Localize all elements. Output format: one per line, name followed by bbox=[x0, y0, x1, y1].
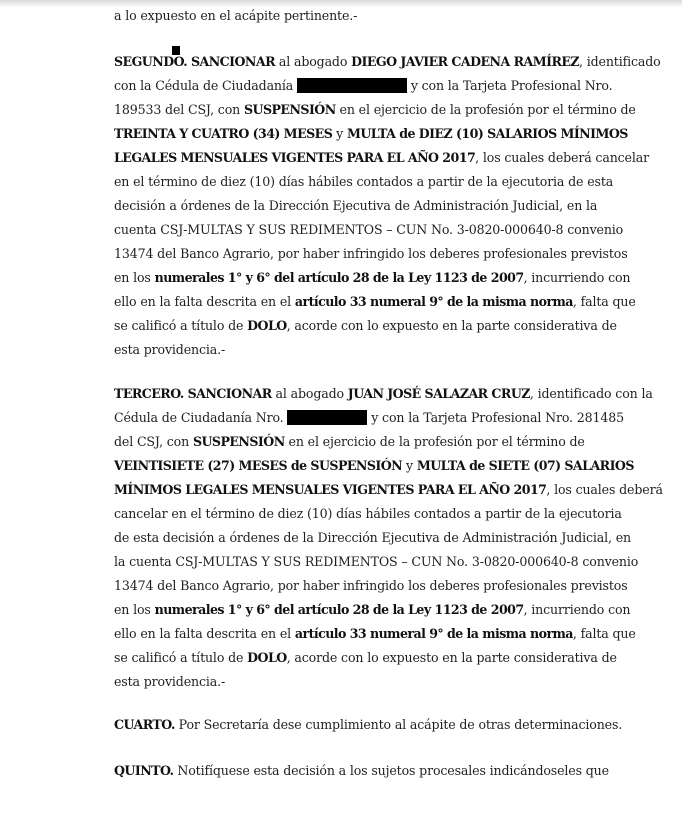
paragraph-line bbox=[114, 266, 631, 290]
text-run: , falta que bbox=[572, 626, 636, 641]
paragraph-line bbox=[114, 194, 598, 218]
bold-run: artículo 33 numeral 9° de la misma norma bbox=[294, 294, 573, 309]
paragraph-quinto bbox=[114, 759, 609, 783]
lawyer-name: JUAN JOSÉ SALAZAR CRUZ bbox=[347, 386, 530, 401]
text-run: , acorde con lo expuesto en la parte considerativa de bbox=[286, 650, 617, 665]
text-run: cancelar en el término de diez (10) días hábiles contados a partir de la ejecutoria bbox=[114, 506, 622, 521]
paragraph-line bbox=[114, 574, 628, 598]
bold-run: DOLO bbox=[247, 650, 287, 665]
text-run: Por Secretaría dese cumplimiento al acápite de otras determinaciones. bbox=[174, 717, 623, 732]
text-run: cuenta CSJ-MULTAS Y SUS REDIMENTOS – CUN No. 3-0820-000640-8 convenio bbox=[114, 222, 624, 237]
text-run: la cuenta CSJ-MULTAS Y SUS REDIMENTOS – CUN No. 3-0820-000640-8 convenio bbox=[114, 554, 639, 569]
text-run: Cédula de Ciudadanía Nro. bbox=[114, 410, 288, 425]
paragraph-line bbox=[114, 146, 649, 170]
bold-run: artículo 33 numeral 9° de la misma norma bbox=[294, 626, 573, 641]
text-run: en el ejercicio de la profesión por el término de bbox=[335, 102, 636, 117]
redacted-id-number bbox=[287, 410, 367, 425]
paragraph-line bbox=[114, 526, 631, 550]
page-top-shadow bbox=[0, 0, 682, 8]
text-run: con la Cédula de Ciudadanía bbox=[114, 78, 297, 93]
text-run: de esta decisión a órdenes de la Dirección Ejecutiva de Administración Judicial, en bbox=[114, 530, 631, 545]
text-run: Notifíquese esta decisión a los sujetos procesales indicándoseles que bbox=[173, 763, 609, 778]
paragraph-line bbox=[114, 290, 636, 314]
sancionar-label: SANCIONAR bbox=[187, 386, 272, 401]
sancionar-label: SANCIONAR bbox=[190, 54, 276, 69]
paragraph-cuarto bbox=[114, 713, 623, 737]
text-run: y con la Tarjeta Profesional Nro. 281485 bbox=[367, 410, 624, 425]
text-run: , incurriendo con bbox=[523, 270, 631, 285]
paragraph-line bbox=[114, 454, 634, 478]
text-run: y bbox=[402, 458, 417, 473]
bold-run: MÍNIMOS LEGALES MENSUALES VIGENTES PARA EL AÑO 2017 bbox=[114, 482, 547, 497]
text-run: en los bbox=[114, 602, 155, 617]
text-run: ello en la falta descrita en el bbox=[114, 294, 295, 309]
bold-run: VEINTISIETE (27) MESES de SUSPENSIÓN bbox=[114, 458, 403, 473]
paragraph-line bbox=[114, 478, 663, 502]
paragraph-line bbox=[114, 218, 624, 242]
intro-tail-text: a lo expuesto en el acápite pertinente.- bbox=[114, 8, 358, 23]
bold-run: numerales 1° y 6° del artículo 28 de la Ley 1123 de 2007 bbox=[154, 602, 524, 617]
text-run: , identificado bbox=[579, 54, 661, 69]
segundo-heading: SEGUNDO. bbox=[114, 54, 188, 69]
text-run: esta providencia.- bbox=[114, 342, 226, 357]
text-run: al abogado bbox=[275, 54, 352, 69]
text-run: 189533 del CSJ, con bbox=[114, 102, 244, 117]
paragraph-line bbox=[114, 430, 584, 454]
paragraph-line bbox=[114, 598, 631, 622]
lawyer-name: DIEGO JAVIER CADENA RAMÍREZ bbox=[351, 54, 580, 69]
bold-run: SUSPENSIÓN bbox=[192, 434, 285, 449]
paragraph-line bbox=[114, 314, 617, 338]
bold-run: DOLO bbox=[247, 318, 287, 333]
redacted-id-number bbox=[297, 78, 407, 93]
text-run: se calificó a título de bbox=[114, 650, 248, 665]
text-run: , identificado con la bbox=[529, 386, 653, 401]
text-run: del CSJ, con bbox=[114, 434, 193, 449]
paragraph-line bbox=[114, 50, 661, 74]
text-run: en los bbox=[114, 270, 155, 285]
text-run: y bbox=[332, 126, 347, 141]
text-run: , incurriendo con bbox=[523, 602, 631, 617]
text-run: y con la Tarjeta Profesional Nro. bbox=[406, 78, 613, 93]
paragraph-line bbox=[114, 170, 614, 194]
text-run: se calificó a título de bbox=[114, 318, 248, 333]
text-run: ello en la falta descrita en el bbox=[114, 626, 295, 641]
paragraph-line bbox=[114, 122, 628, 146]
text-run: al abogado bbox=[271, 386, 348, 401]
bold-run: LEGALES MENSUALES VIGENTES PARA EL AÑO 2017 bbox=[114, 150, 476, 165]
bold-run: numerales 1° y 6° del artículo 28 de la Ley 1123 de 2007 bbox=[154, 270, 524, 285]
bold-run: MULTA de SIETE (07) SALARIOS bbox=[416, 458, 634, 473]
paragraph-line bbox=[114, 98, 636, 122]
text-run: , los cuales deberá bbox=[546, 482, 663, 497]
paragraph-line bbox=[114, 338, 584, 362]
text-run: 13474 del Banco Agrario, por haber infringido los deberes profesionales previstos bbox=[114, 578, 628, 593]
text-run: esta providencia.- bbox=[114, 674, 226, 689]
tercero-heading: TERCERO. bbox=[114, 386, 184, 401]
paragraph-line bbox=[114, 670, 584, 694]
quinto-heading: QUINTO. bbox=[114, 763, 174, 778]
text-run: , los cuales deberá cancelar bbox=[475, 150, 649, 165]
paragraph-line bbox=[114, 382, 653, 406]
paragraph-line bbox=[114, 502, 622, 526]
text-run: , acorde con lo expuesto en la parte considerativa de bbox=[286, 318, 617, 333]
paragraph-line bbox=[114, 242, 628, 266]
paragraph-line bbox=[114, 550, 639, 574]
text-run: en el ejercicio de la profesión por el término de bbox=[284, 434, 585, 449]
text-run: 13474 del Banco Agrario, por haber infringido los deberes profesionales previstos bbox=[114, 246, 628, 261]
paragraph-line bbox=[114, 406, 624, 430]
text-run: , falta que bbox=[572, 294, 636, 309]
text-run: decisión a órdenes de la Dirección Ejecutiva de Administración Judicial, en la bbox=[114, 198, 598, 213]
paragraph-line bbox=[114, 74, 613, 98]
bold-run: TREINTA Y CUATRO (34) MESES bbox=[114, 126, 333, 141]
paragraph-line bbox=[114, 646, 617, 670]
bold-run: MULTA de DIEZ (10) SALARIOS MÍNIMOS bbox=[346, 126, 628, 141]
paragraph-line bbox=[114, 622, 636, 646]
text-run: en el término de diez (10) días hábiles contados a partir de la ejecutoria de esta bbox=[114, 174, 614, 189]
cuarto-heading: CUARTO. bbox=[114, 717, 175, 732]
bold-run: SUSPENSIÓN bbox=[243, 102, 336, 117]
